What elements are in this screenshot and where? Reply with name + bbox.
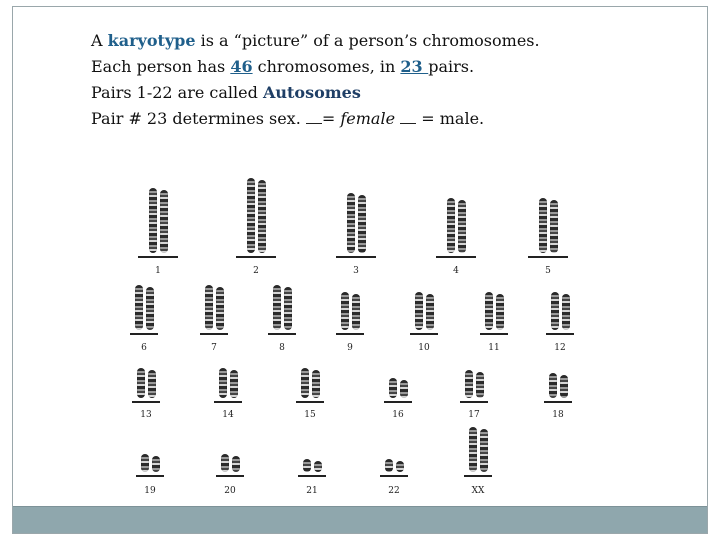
pair-label: 13 xyxy=(140,410,152,420)
number-46: 46 xyxy=(230,57,253,76)
text-suffix: pairs. xyxy=(428,57,475,76)
number-23: 23 xyxy=(400,57,429,76)
pair-label: 22 xyxy=(388,486,400,496)
pair-label: 18 xyxy=(552,410,564,420)
line-sex-chromosomes xyxy=(91,106,651,132)
term-autosomes: Autosomes xyxy=(262,83,361,102)
text-prefix: Pair # 23 determines sex. xyxy=(91,109,306,128)
pair-label: 14 xyxy=(222,410,234,420)
pair-label: 21 xyxy=(306,486,318,496)
pair-label: 9 xyxy=(347,343,353,353)
slide-text xyxy=(91,28,651,132)
pair-label: 8 xyxy=(279,343,285,353)
text-middle: chromosomes, in xyxy=(252,57,401,76)
text-male: = male. xyxy=(421,109,485,128)
pair-label: 3 xyxy=(353,266,359,276)
blank-male xyxy=(400,111,416,124)
pair-label: 20 xyxy=(224,486,236,496)
pair-label: 6 xyxy=(141,343,147,353)
pair-label: 5 xyxy=(545,266,551,276)
line-autosomes xyxy=(91,80,651,106)
text-prefix: Each person has xyxy=(91,57,231,76)
pair-label: 4 xyxy=(453,266,459,276)
pair-label: 2 xyxy=(253,266,259,276)
blank-female xyxy=(306,111,322,124)
pair-label: 16 xyxy=(392,410,404,420)
text-prefix: Pairs 1-22 are called xyxy=(91,83,263,102)
text-female: = female xyxy=(321,109,396,128)
pair-label: 15 xyxy=(304,410,316,420)
term-karyotype: karyotype xyxy=(107,31,196,50)
line-chromosome-count xyxy=(91,54,651,80)
text-a: A xyxy=(91,31,108,50)
pair-label: 10 xyxy=(418,343,430,353)
footer-bar xyxy=(13,506,707,533)
pair-label: 19 xyxy=(144,486,156,496)
pair-label: 1 xyxy=(155,266,161,276)
line-karyotype-definition xyxy=(91,28,651,54)
pair-label: XX xyxy=(471,486,485,496)
pair-label: 17 xyxy=(468,410,480,420)
pair-label: 12 xyxy=(554,343,566,353)
pair-label: 11 xyxy=(488,343,500,353)
pair-label: 7 xyxy=(211,343,217,353)
text-rest: is a “picture” of a person’s chromosomes. xyxy=(195,31,540,50)
